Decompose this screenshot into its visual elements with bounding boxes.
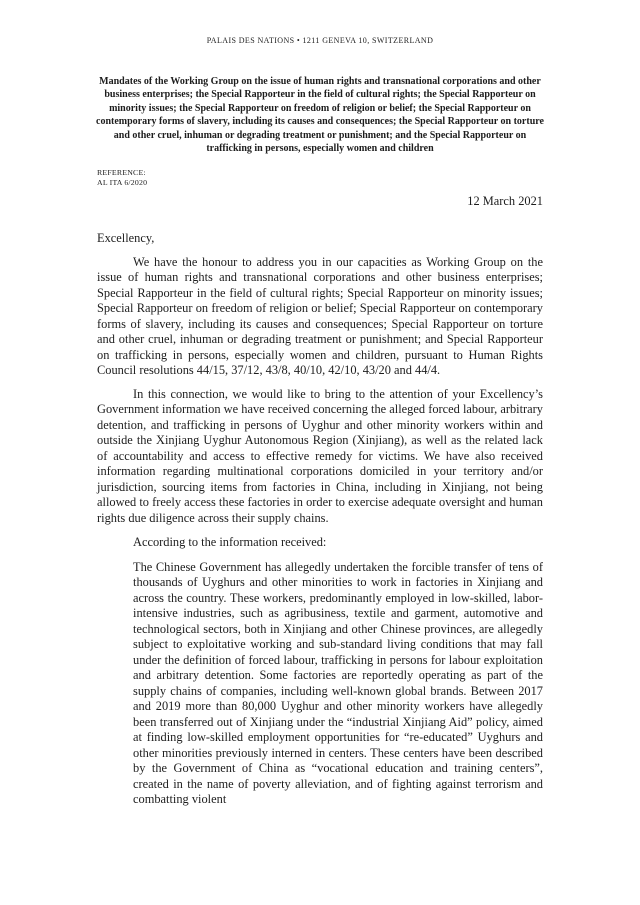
mandates-header: Mandates of the Working Group on the issue of human rights and transnational corporations and other business enterprises; the Special Rapporteur in the field of cultural rights; the Special Rapporteur on minority issues; the Special Rapporteur on freedom of religion or belief; the Special Rapporteur on contemporary forms of slavery, including its causes and consequences; the Special Rapporteur on torture and other cruel, inhuman or degrading treatment or punishment; and the Special Rapporteur on trafficking in persons, especially women and children [96,76,544,155]
paragraph-capacities: We have the honour to address you in our capacities as Working Group on the issue of human rights and transnational corporations and other business enterprises; Special Rapporteur in the field of cultural rights; Special Rapporteur on minority issues; Special Rapporteur on freedom of religion or belief; Special Rapporteur on contemporary forms of slavery, including its causes and consequences; Special Rapporteur on torture and other cruel, inhuman or degrading treatment or punishment; and Special Rapporteur on trafficking in persons, especially women and children, pursuant to Human Rights Council resolutions 44/15, 37/12, 43/8, 40/10, 42/10, 43/20 and 44/4. [97,254,543,378]
reference-label: REFERENCE: [97,168,146,178]
allegation-intro: According to the information received: [133,535,327,550]
salutation: Excellency, [97,231,155,246]
letter-date: 12 March 2021 [467,194,543,209]
allegation-body: The Chinese Government has allegedly undertaken the forcible transfer of tens of thousands of Uyghurs and other minorities to work in factories in Xinjiang and across the country. These workers, predominantly employed in low-skilled, labor-intensive industries, such as agribusiness, textile and garment, automotive and technological sectors, both in Xinjiang and other Chinese provinces, are allegedly subject to exploitative working and sub-standard living conditions that may fall under the definition of forced labour, trafficking in persons for labour exploitation and arbitrary detention. Some factories are reportedly operating as part of the supply chains of companies, including well-known global brands. Between 2017 and 2019 more than 80,000 Uyghur and other minority workers have allegedly been transferred out of Xinjiang under the “industrial Xinjiang Aid” policy, aimed at finding low-skilled employment opportunities for “re-educated” Uyghurs and other minorities previously interned in centers. These centers have been described by the Government of China as “vocational education and training centers”, created in the name of poverty alleviation, and of fighting against terrorism and combatting violent [133,559,543,807]
reference-value: AL ITA 6/2020 [97,178,148,188]
paragraph-allegations: In this connection, we would like to bring to the attention of your Excellency’s Government information we have received concerning the alleged forced labour, arbitrary detention, and trafficking in persons of Uyghur and other minority workers within and outside the Xinjiang Uyghur Autonomous Region (Xinjiang), as well as the related lack of accountability and access to effective remedy for victims. We have also received information regarding multinational corporations domiciled in your territory and/or jurisdiction, sourcing items from factories in China, including in Xinjiang, not being allowed to freely access these factories in order to exercise adequate oversight and human rights due diligence across their supply chains. [97,386,543,525]
letterhead: PALAIS DES NATIONS • 1211 GENEVA 10, SWITZERLAND [206,36,434,45]
letter-content [97,75,543,808]
reference-block [97,168,543,188]
